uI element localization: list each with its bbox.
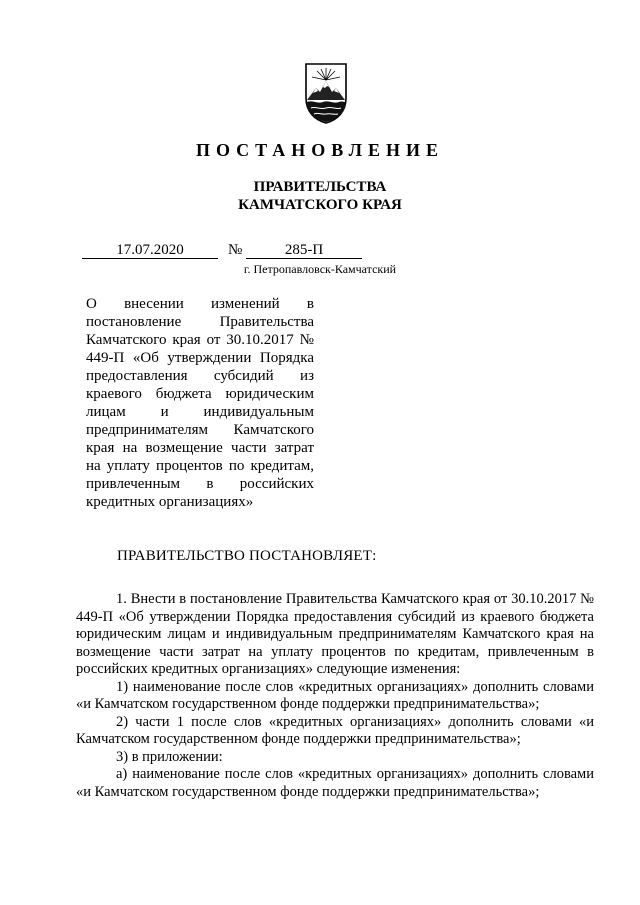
number-sign: № — [228, 242, 243, 258]
document-subject — [86, 295, 314, 511]
document-date: 17.07.2020 — [82, 242, 218, 259]
paragraph: 3) в приложении: — [116, 748, 223, 765]
paragraph: 2) части 1 после слов «кредитных организациях» дополнить словами «и Камчатском государственном фонде поддержки предпринимательства»; — [76, 713, 594, 747]
document-number: 285-П — [246, 242, 362, 259]
document-body — [76, 591, 594, 801]
paragraph: а) наименование после слов «кредитных организациях» дополнить словами «и Камчатском государственном фонде поддержки предпринимательства»; — [76, 766, 594, 800]
paragraph: 1) наименование после слов «кредитных организациях» дополнить словами «и Камчатском государственном фонде поддержки предпринимательства»; — [76, 678, 594, 712]
document-title: ПОСТАНОВЛЕНИЕ — [195, 140, 445, 160]
issuer-line-2: КАМЧАТСКОГО КРАЯ — [238, 197, 402, 213]
subject-text: О внесении изменений в постановление Правительства Камчатского края от 30.10.2017 № 449-П «Об утверждении Порядка предоставления субсидий из краевого бюджета юридическим лицам и индивидуальным предпринимателям Камчатского края на возмещение части затрат на уплату процентов по кредитам, привлеченным в российских кредитных организациях» — [86, 296, 314, 510]
document-city: г. Петропавловск-Камчатский — [243, 262, 397, 276]
decree-heading: ПРАВИТЕЛЬСТВО ПОСТАНОВЛЯЕТ: — [117, 548, 377, 564]
kamchatka-coat-of-arms-icon — [303, 62, 349, 124]
issuer-line-1: ПРАВИТЕЛЬСТВА — [253, 179, 387, 195]
paragraph: 1. Внести в постановление Правительства Камчатского края от 30.10.2017 № 449-П «Об утверждении Порядка предоставления субсидий из краевого бюджета юридическим лицам и индивидуальным предпринимателям Камчатского края на возмещение части затрат на уплату процентов по кредитам, привлеченным в российских кредитных организациях» следующие изменения: — [76, 591, 594, 677]
